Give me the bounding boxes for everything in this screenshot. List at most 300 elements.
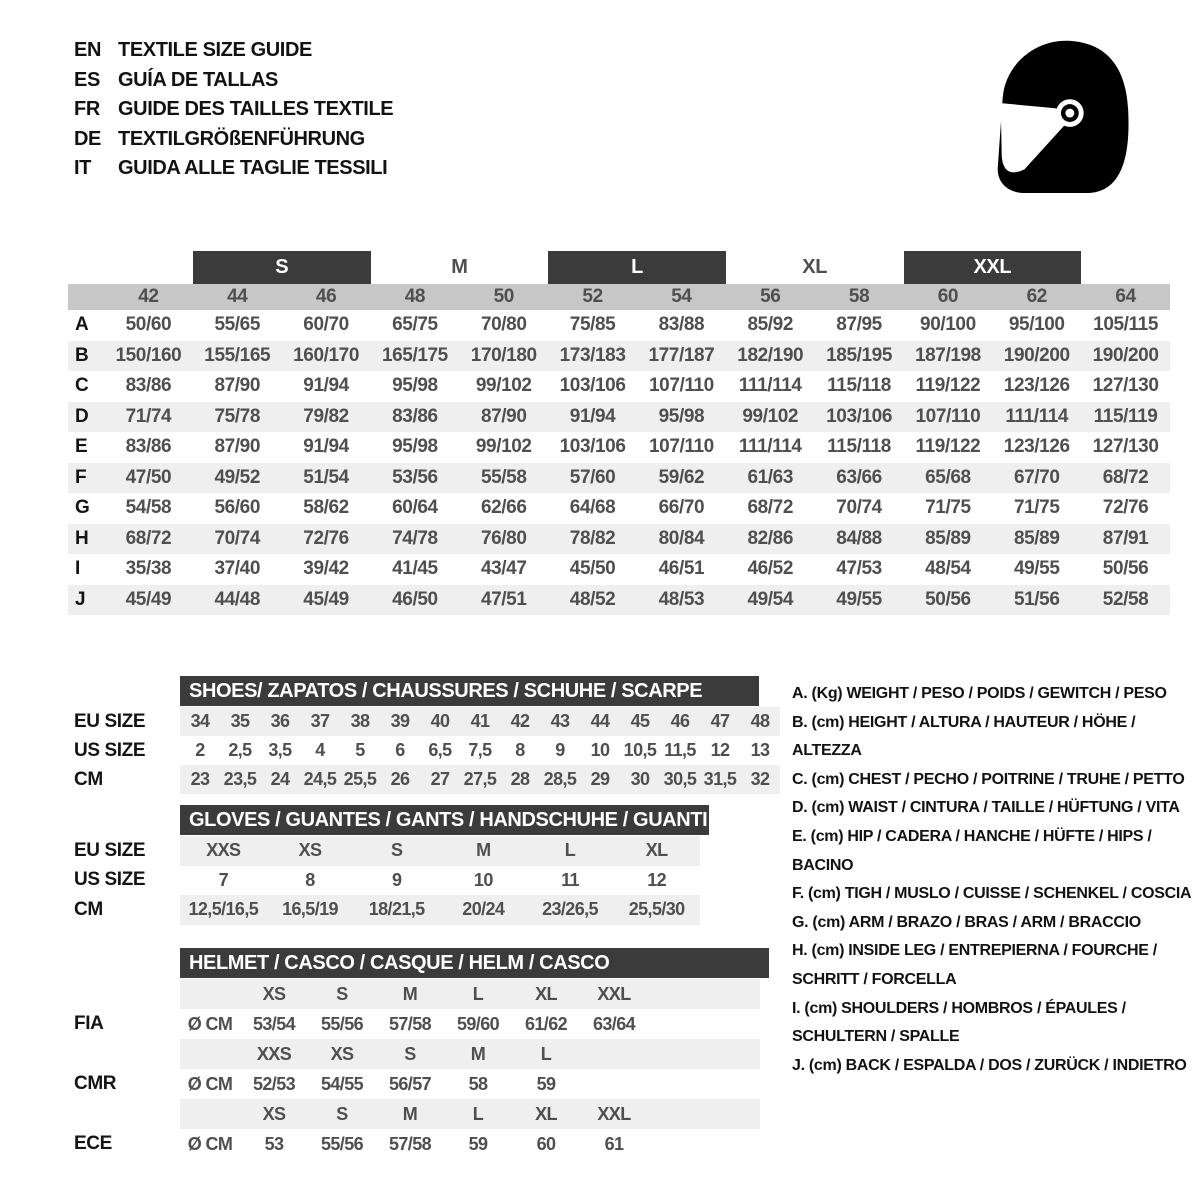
- size-value: 55/65: [214, 314, 261, 336]
- gloves-value: XL: [645, 840, 668, 861]
- shoes-value: 10: [590, 740, 610, 760]
- gloves-value: 12,5/16,5: [188, 899, 259, 920]
- legend-item: I. (cm) SHOULDERS / HOMBROS / ÉPAULES / SCHULTERN / SPALLE: [792, 999, 1126, 1046]
- legend-item: C. (cm) CHEST / PECHO / POITRINE / TRUHE / PETTO: [792, 770, 1185, 788]
- size-value: 103/106: [826, 405, 893, 427]
- helmet-size-label: L: [472, 983, 484, 1004]
- size-value: 65/75: [392, 314, 438, 336]
- shoes-value: 29: [590, 769, 610, 789]
- size-value: 123/126: [1003, 375, 1070, 397]
- shoes-value: 28: [510, 769, 530, 789]
- size-value: 68/72: [125, 527, 172, 549]
- size-value: 68/72: [1102, 466, 1149, 488]
- size-value: 115/118: [827, 375, 891, 397]
- shoes-value: 46: [670, 711, 690, 731]
- size-value: 127/130: [1092, 375, 1159, 397]
- helmet-size-labels: [180, 979, 760, 1009]
- gloves-value: L: [564, 840, 576, 861]
- gloves-value: 7: [218, 869, 229, 890]
- helmet-size-value: 58: [468, 1073, 488, 1094]
- diameter-unit-label: Ø CM: [187, 1013, 233, 1034]
- shoes-value: 38: [350, 711, 370, 731]
- language-title: GUÍA DE TALLAS: [118, 68, 278, 91]
- helmet-size-label: L: [472, 1103, 484, 1124]
- legend-item: B. (cm) HEIGHT / ALTURA / HAUTEUR / HÖHE / ALTEZZA: [792, 713, 1136, 760]
- gloves-row: [68, 836, 700, 866]
- size-value: 63/66: [836, 466, 882, 488]
- size-value: 41/45: [392, 558, 438, 580]
- measure-row-e: [68, 432, 1170, 463]
- shoes-size-table: [68, 676, 780, 794]
- size-value: 185/195: [826, 344, 893, 366]
- size-value: 87/90: [214, 436, 261, 458]
- size-value: 123/126: [1003, 436, 1070, 458]
- measure-row-b: [68, 341, 1170, 372]
- size-value: 45/49: [125, 588, 172, 610]
- numeric-size: 52: [582, 286, 603, 307]
- size-value: 62/66: [480, 497, 527, 519]
- numeric-size: 50: [493, 286, 514, 307]
- helmet-size-label: S: [336, 1103, 348, 1124]
- size-value: 95/98: [658, 405, 705, 427]
- unit-spacer: [180, 1099, 240, 1129]
- shoes-row-label: CM: [74, 768, 103, 790]
- shoes-row-label: EU SIZE: [74, 710, 146, 732]
- size-value: 170/180: [470, 344, 537, 366]
- diameter-unit-label: Ø CM: [187, 1073, 233, 1094]
- shoes-row-values: [180, 707, 780, 736]
- language-code: IT: [74, 157, 91, 180]
- size-value: 49/55: [1013, 558, 1060, 580]
- helmet-size-value: 55/56: [320, 1133, 364, 1154]
- shoes-value: 42: [510, 711, 530, 731]
- size-value: 58/62: [303, 497, 349, 519]
- size-value: 119/122: [915, 375, 981, 397]
- size-value: 51/56: [1013, 588, 1060, 610]
- helmet-standard-values: [180, 1009, 760, 1039]
- size-value: 105/115: [1093, 314, 1158, 336]
- gloves-value: 11: [561, 869, 579, 890]
- size-value: 85/89: [925, 527, 971, 549]
- size-value: 127/130: [1092, 436, 1159, 458]
- size-value: 53/56: [392, 466, 438, 488]
- shoes-value: 25,5: [343, 769, 377, 789]
- size-value: 64/68: [569, 497, 616, 519]
- numeric-size: 44: [227, 286, 248, 307]
- size-value: 99/102: [475, 436, 532, 458]
- gloves-row: [68, 866, 700, 896]
- size-value: 111/114: [1005, 405, 1069, 427]
- helmet-standard-row: [68, 1129, 760, 1159]
- size-value: 182/190: [737, 344, 804, 366]
- size-value: 87/95: [836, 314, 882, 336]
- numeric-size: 58: [848, 286, 870, 307]
- helmet-size-label: XS: [330, 1043, 354, 1064]
- size-value: 83/86: [392, 405, 438, 427]
- size-value: 67/70: [1013, 466, 1060, 488]
- shoes-value: 8: [515, 740, 525, 760]
- size-value: 60/70: [303, 314, 349, 336]
- size-value: 87/90: [214, 375, 261, 397]
- row-letter: H: [75, 527, 89, 549]
- size-value: 99/102: [742, 405, 799, 427]
- shoes-value: 23: [190, 769, 210, 789]
- helmet-size-label: XXL: [597, 1103, 631, 1124]
- size-value: 107/110: [648, 436, 714, 458]
- shoes-value: 9: [555, 740, 565, 760]
- size-value: 95/100: [1008, 314, 1065, 336]
- helmet-size-value: 53: [264, 1133, 284, 1154]
- size-value: 82/86: [747, 527, 794, 549]
- helmet-size-value: 57/58: [388, 1133, 432, 1154]
- gloves-value: XS: [298, 840, 322, 861]
- shoes-value: 39: [390, 711, 410, 731]
- language-row: [74, 36, 393, 66]
- row-letter: E: [75, 436, 88, 458]
- measure-row-g: [68, 493, 1170, 524]
- size-value: 61/63: [747, 466, 794, 488]
- gloves-value: 16,5/19: [282, 899, 338, 920]
- size-value: 48/53: [658, 588, 705, 610]
- numeric-size: 64: [1115, 286, 1136, 307]
- legend-item: G. (cm) ARM / BRAZO / BRAS / ARM / BRACCIO: [792, 913, 1141, 931]
- measure-row-j: [68, 585, 1170, 616]
- shoes-value: 28,5: [543, 769, 577, 789]
- size-value: 119/122: [915, 436, 981, 458]
- language-row: [74, 66, 393, 96]
- measure-row-a: [68, 310, 1170, 341]
- size-value: 103/106: [559, 375, 626, 397]
- measure-row-d: [68, 402, 1170, 433]
- gloves-row-label: CM: [74, 898, 103, 920]
- language-row: [74, 154, 393, 184]
- size-value: 150/160: [115, 344, 182, 366]
- size-value: 91/94: [569, 405, 616, 427]
- size-value: 46/52: [747, 558, 794, 580]
- gloves-section-header: GLOVES / GUANTES / GANTS / HANDSCHUHE / GUANTI: [180, 805, 709, 835]
- size-value: 187/198: [914, 344, 981, 366]
- size-value: 91/94: [303, 436, 349, 458]
- size-value: 71/75: [925, 497, 971, 519]
- helmet-size-label: M: [402, 983, 418, 1004]
- helmet-size-value: 61/62: [524, 1013, 568, 1034]
- size-value: 48/54: [925, 558, 971, 580]
- band-corner-cell: [68, 284, 104, 310]
- shoes-value: 6: [395, 740, 405, 760]
- unit-spacer: [180, 1039, 240, 1069]
- helmet-standard-row: [68, 1009, 760, 1039]
- helmet-size-labels: [180, 1039, 760, 1069]
- language-title: GUIDE DES TAILLES TEXTILE: [118, 98, 394, 121]
- size-value: 71/74: [125, 405, 172, 427]
- size-value: 49/55: [836, 588, 882, 610]
- gloves-value: 25,5/30: [628, 899, 685, 920]
- numeric-size: 54: [671, 286, 692, 307]
- language-row: [74, 125, 393, 155]
- gloves-value: 10: [473, 869, 493, 890]
- racing-helmet-icon: [983, 38, 1135, 196]
- gloves-value: 9: [391, 869, 402, 890]
- shoes-section-header: SHOES/ ZAPATOS / CHAUSSURES / SCHUHE / SCARPE: [180, 676, 759, 706]
- row-letter: I: [75, 558, 80, 580]
- shoes-value: 12: [710, 740, 730, 760]
- shoes-row: [68, 765, 780, 794]
- size-value: 155/165: [204, 344, 271, 366]
- size-value: 57/60: [569, 466, 616, 488]
- helmet-sizes-row: [68, 1039, 760, 1069]
- size-value: 68/72: [747, 497, 794, 519]
- shoes-value: 48: [750, 711, 770, 731]
- language-title: TEXTILGRÖßENFÜHRUNG: [118, 127, 365, 150]
- shoes-value: 44: [590, 711, 610, 731]
- helmet-sizes-row: [68, 1099, 760, 1129]
- shoes-value: 23,5: [223, 769, 257, 789]
- language-title: TEXTILE SIZE GUIDE: [118, 39, 312, 62]
- standard-label: FIA: [74, 1013, 104, 1034]
- size-value: 99/102: [475, 375, 532, 397]
- measure-row-c: [68, 371, 1170, 402]
- gloves-row-values: [180, 836, 700, 866]
- size-value: 52/58: [1102, 588, 1149, 610]
- helmet-size-label: XS: [262, 1103, 286, 1124]
- helmet-size-value: 52/53: [252, 1073, 296, 1094]
- numeric-size: 48: [404, 286, 426, 307]
- shoes-value: 10,5: [623, 740, 657, 760]
- shoes-value: 32: [750, 769, 770, 789]
- shoes-value: 5: [355, 740, 365, 760]
- helmet-size-label: S: [404, 1043, 416, 1064]
- size-value: 80/84: [658, 527, 705, 549]
- size-group-l: L: [548, 251, 726, 284]
- gloves-row-label: EU SIZE: [74, 839, 146, 861]
- shoes-value: 27,5: [463, 769, 497, 789]
- language-code: ES: [74, 68, 100, 91]
- size-value: 50/56: [925, 588, 971, 610]
- size-value: 84/88: [836, 527, 882, 549]
- size-value: 46/50: [392, 588, 438, 610]
- helmet-sizes-row-label: [68, 1099, 180, 1129]
- row-letter: C: [75, 375, 89, 397]
- helmet-size-value: 63/64: [592, 1013, 636, 1034]
- helmet-size-value: 61: [604, 1133, 624, 1154]
- diameter-unit-label: Ø CM: [187, 1133, 233, 1154]
- standard-label: CMR: [74, 1073, 117, 1094]
- size-value: 66/70: [658, 497, 705, 519]
- size-value: 74/78: [392, 527, 438, 549]
- legend-item: A. (Kg) WEIGHT / PESO / POIDS / GEWITCH / PESO: [792, 685, 1167, 702]
- shoes-value: 4: [315, 740, 325, 760]
- size-value: 43/47: [480, 558, 527, 580]
- size-value: 78/82: [569, 527, 616, 549]
- size-value: 72/76: [303, 527, 349, 549]
- numeric-size: 60: [937, 286, 959, 307]
- row-letter: J: [75, 588, 86, 610]
- size-value: 45/49: [303, 588, 349, 610]
- size-value: 95/98: [392, 436, 438, 458]
- helmet-sizes-row: [68, 979, 760, 1009]
- gloves-row: [68, 895, 700, 925]
- helmet-size-table: [68, 948, 760, 1159]
- size-value: 35/38: [125, 558, 172, 580]
- measurement-rows: [68, 310, 1170, 615]
- size-value: 177/187: [648, 344, 715, 366]
- helmet-size-value: 53/54: [252, 1013, 296, 1034]
- helmet-sizes-row-label: [68, 1039, 180, 1069]
- garment-size-table: [68, 251, 1170, 615]
- helmet-size-value: 59: [468, 1133, 488, 1154]
- helmet-standard-row: [68, 1069, 760, 1099]
- helmet-size-value: 54/55: [320, 1073, 364, 1094]
- size-value: 83/88: [658, 314, 705, 336]
- row-letter: G: [75, 497, 90, 519]
- language-code: EN: [74, 39, 101, 62]
- numeric-size-band: [68, 284, 1170, 310]
- size-value: 48/52: [569, 588, 616, 610]
- size-value: 50/56: [1102, 558, 1149, 580]
- shoes-row-values: [180, 736, 780, 765]
- size-value: 44/48: [214, 588, 261, 610]
- shoes-value: 26: [390, 769, 410, 789]
- gloves-row-label: US SIZE: [74, 869, 146, 891]
- size-value: 115/119: [1093, 405, 1158, 427]
- size-value: 79/82: [303, 405, 349, 427]
- shoes-row-label: US SIZE: [74, 739, 146, 761]
- shoes-value: 27: [430, 769, 450, 789]
- size-value: 56/60: [214, 497, 261, 519]
- gloves-value: S: [390, 840, 403, 861]
- size-value: 46/51: [658, 558, 705, 580]
- size-value: 37/40: [214, 558, 261, 580]
- measure-row-h: [68, 524, 1170, 555]
- size-value: 39/42: [303, 558, 349, 580]
- size-value: 91/94: [303, 375, 349, 397]
- shoes-value: 24: [270, 769, 290, 789]
- gloves-value: M: [476, 840, 491, 861]
- gloves-row-values: [180, 866, 700, 896]
- size-value: 70/74: [214, 527, 261, 549]
- helmet-size-value: 56/57: [388, 1073, 432, 1094]
- row-letter: D: [75, 405, 89, 427]
- shoes-value: 43: [550, 711, 570, 731]
- size-value: 190/200: [1003, 344, 1070, 366]
- legend-item: H. (cm) INSIDE LEG / ENTREPIERNA / FOURCHE / SCHRITT / FORCELLA: [792, 942, 1157, 988]
- helmet-size-value: 55/56: [320, 1013, 364, 1034]
- helmet-size-value: 60: [536, 1133, 556, 1154]
- shoes-value: 6,5: [428, 740, 452, 760]
- size-value: 90/100: [920, 314, 976, 336]
- size-value: 165/175: [381, 344, 448, 366]
- helmet-standard-values: [180, 1129, 760, 1159]
- helmet-size-value: 59/60: [456, 1013, 500, 1034]
- size-value: 71/75: [1013, 497, 1060, 519]
- size-value: 75/85: [569, 314, 616, 336]
- size-value: 45/50: [569, 558, 616, 580]
- shoes-value: 30: [630, 769, 650, 789]
- size-value: 65/68: [925, 466, 971, 488]
- size-value: 49/52: [214, 466, 261, 488]
- size-group-xxl: XXL: [904, 251, 1082, 284]
- helmet-sizes-row-label: [68, 979, 180, 1009]
- shoes-value: 36: [270, 711, 290, 731]
- size-group-row: [68, 251, 1170, 284]
- shoes-value: 41: [470, 711, 490, 731]
- size-value: 190/200: [1092, 344, 1159, 366]
- helmet-size-labels: [180, 1099, 760, 1129]
- size-value: 47/50: [125, 466, 172, 488]
- legend-item: F. (cm) TIGH / MUSLO / CUISSE / SCHENKEL / COSCIA: [792, 885, 1192, 903]
- shoes-value: 34: [190, 711, 210, 731]
- size-value: 70/80: [480, 314, 527, 336]
- helmet-size-value: 57/58: [388, 1013, 432, 1034]
- gloves-value: 23/26,5: [542, 899, 598, 920]
- shoes-value: 2,5: [228, 740, 252, 760]
- size-value: 87/90: [480, 405, 527, 427]
- helmet-size-label: XS: [262, 983, 286, 1004]
- measure-row-i: [68, 554, 1170, 585]
- shoes-value: 7,5: [468, 740, 492, 760]
- shoes-value: 47: [710, 711, 730, 731]
- size-value: 160/170: [293, 344, 360, 366]
- size-value: 75/78: [214, 405, 261, 427]
- size-value: 111/114: [738, 436, 802, 458]
- language-code: DE: [74, 127, 101, 150]
- size-group-xl: XL: [802, 256, 828, 278]
- numeric-size: 56: [760, 286, 781, 307]
- size-value: 50/60: [125, 314, 172, 336]
- numeric-size: 42: [138, 286, 159, 307]
- size-value: 54/58: [125, 497, 172, 519]
- size-value: 111/114: [738, 375, 802, 397]
- gloves-size-table: [68, 805, 708, 925]
- size-group-s: S: [193, 251, 371, 284]
- measure-row-f: [68, 463, 1170, 494]
- size-value: 51/54: [303, 466, 349, 488]
- size-value: 173/183: [559, 344, 626, 366]
- size-value: 83/86: [125, 375, 172, 397]
- shoes-row-values: [180, 765, 780, 794]
- unit-spacer: [180, 979, 240, 1009]
- numeric-size: 62: [1026, 286, 1047, 307]
- shoes-value: 30,5: [663, 769, 697, 789]
- gloves-value: 18/21,5: [368, 899, 425, 920]
- shoes-value: 13: [750, 740, 770, 760]
- row-letter: B: [75, 344, 89, 366]
- helmet-size-label: L: [540, 1043, 552, 1064]
- gloves-value: XXS: [206, 840, 241, 861]
- shoes-row: [68, 707, 780, 736]
- helmet-size-label: M: [470, 1043, 486, 1064]
- language-title: GUIDA ALLE TAGLIE TESSILI: [118, 157, 388, 180]
- shoes-value: 40: [430, 711, 450, 731]
- size-value: 55/58: [480, 466, 527, 488]
- shoes-value: 2: [195, 740, 205, 760]
- helmet-size-label: S: [336, 983, 348, 1004]
- shoes-value: 31,5: [703, 769, 737, 789]
- legend-item: D. (cm) WAIST / CINTURA / TAILLE / HÜFTUNG / VITA: [792, 799, 1180, 817]
- gloves-value: 12: [647, 869, 667, 890]
- size-value: 60/64: [392, 497, 438, 519]
- helmet-size-value: 59: [536, 1073, 556, 1094]
- size-value: 95/98: [392, 375, 438, 397]
- gloves-value: 20/24: [462, 899, 505, 920]
- row-letter: A: [75, 314, 89, 336]
- size-value: 87/91: [1102, 527, 1149, 549]
- size-value: 85/89: [1013, 527, 1060, 549]
- size-value: 59/62: [658, 466, 705, 488]
- language-title-list: [74, 36, 393, 184]
- size-value: 47/53: [836, 558, 882, 580]
- helmet-size-label: XL: [535, 983, 557, 1004]
